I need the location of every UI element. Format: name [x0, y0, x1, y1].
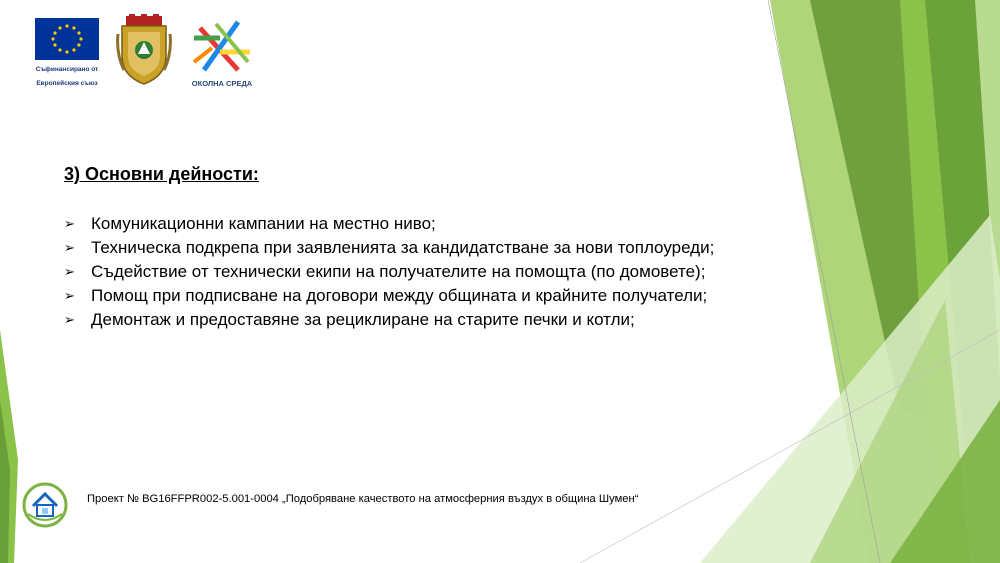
list-item — [64, 308, 714, 332]
list-item — [64, 284, 714, 308]
arrow-bullet-icon: ➢ — [64, 240, 75, 255]
eu-logo — [28, 18, 106, 88]
eu-caption-line2: Европейския съюз — [36, 80, 98, 87]
activities-list — [64, 212, 714, 332]
arrow-bullet-icon: ➢ — [64, 264, 75, 279]
arrow-bullet-icon: ➢ — [64, 312, 75, 327]
project-house-logo-icon — [22, 482, 68, 528]
eu-flag-icon — [35, 18, 99, 60]
list-item-text: Техническа подкрепа при заявленията за кандидатстване за нови топлоуреди; — [91, 238, 715, 257]
municipality-crest-icon — [116, 14, 172, 86]
list-item — [64, 236, 714, 260]
environment-logo-icon — [190, 18, 254, 74]
arrow-bullet-icon: ➢ — [64, 288, 75, 303]
list-item-text: Комуникационни кампании на местно ниво; — [91, 214, 436, 233]
eu-caption-line1: Съфинансирано от — [35, 66, 99, 73]
environment-caption: ОКОЛНА СРЕДА — [191, 79, 253, 88]
list-item-text: Помощ при подписване на договори между общината и крайните получатели; — [91, 286, 708, 305]
list-item-text: Демонтаж и предоставяне за рециклиране на старите печки и котли; — [91, 310, 635, 329]
list-item — [64, 260, 714, 284]
arrow-bullet-icon: ➢ — [64, 216, 75, 231]
section-heading: 3) Основни дейности: — [64, 164, 259, 184]
list-item — [64, 212, 714, 236]
list-item-text: Съдействие от технически екипи на получателите на помощта (по домовете); — [91, 262, 706, 281]
environment-program-logo — [182, 18, 262, 88]
project-footer: Проект № BG16FFPR002-5.001-0004 „Подобряване качеството на атмосферния въздух в община Шумен“ — [87, 493, 639, 505]
